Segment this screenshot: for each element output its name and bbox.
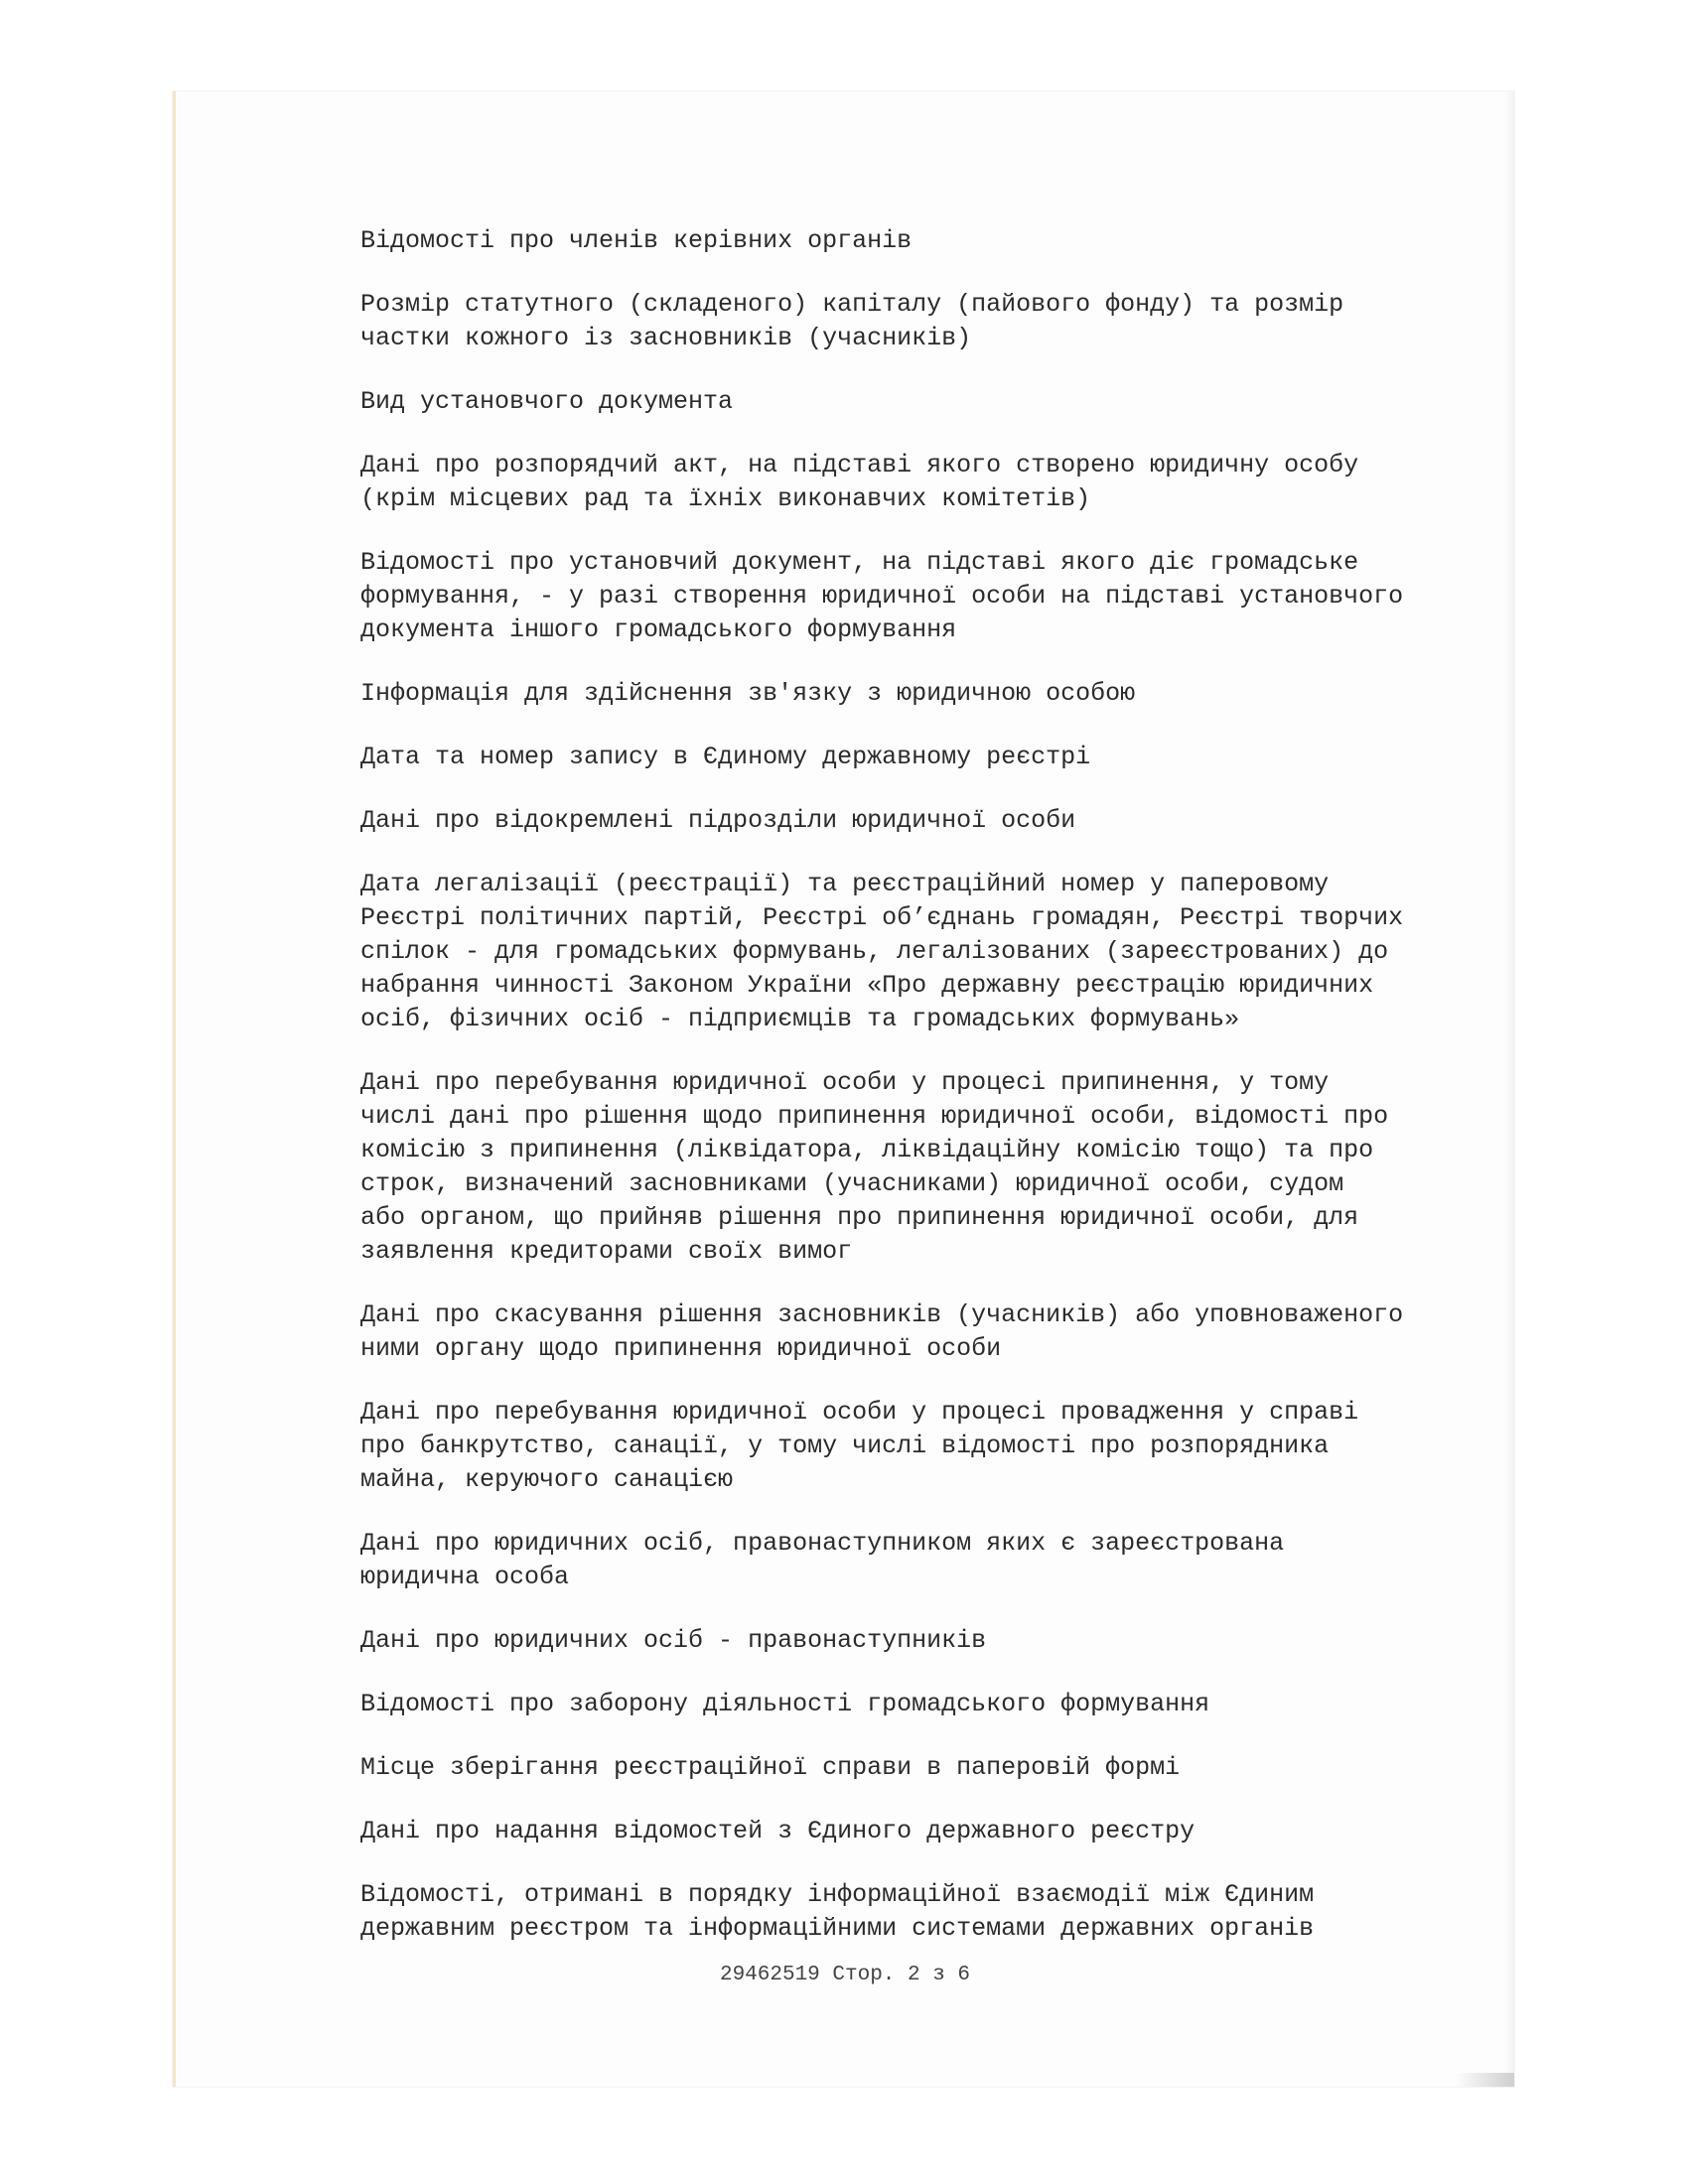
sheet-corner-shadow: [1455, 2073, 1514, 2087]
list-item: Дані про відокремлені підрозділи юридичної особи: [360, 806, 1076, 835]
sheet-edge-shadow: [1504, 91, 1514, 2087]
list-item: Місце зберігання реєстраційної справи в паперовій формі: [360, 1753, 1181, 1782]
paper-sheet: [173, 91, 1514, 2087]
list-item: Вид установчого документа: [360, 387, 734, 416]
list-item: Дата та номер запису в Єдиному державному реєстрі: [360, 743, 1091, 771]
list-item: Дані про надання відомостей з Єдиного державного реєстру: [360, 1817, 1196, 1845]
list-item: Дані про перебування юридичної особи у процесі припинення, у тому числі дані про рішення щодо припинення юридичної особи, відомості про комісію з припинення (ліквідатора, ліквідаційну комісію тощо) та про строк, визначений засновниками (учасниками) юридичної особи, судом або органом, що прийняв рішення про припинення юридичної особи, для заявлення кредиторами своїх вимог: [360, 1068, 1389, 1266]
list-item: Інформація для здійснення зв'язку з юридичною особою: [360, 679, 1136, 708]
list-item: Відомості про членів керівних органів: [360, 226, 913, 255]
list-item: Дані про розпорядчий акт, на підставі якого створено юридичну особу (крім місцевих рад та їхніх виконавчих комітетів): [360, 451, 1359, 513]
document-body: [360, 224, 1502, 1976]
list-item: Дані про перебування юридичної особи у процесі провадження у справі про банкрутство, санації, у тому числі відомості про розпорядника майна, керуючого санацією: [360, 1398, 1359, 1494]
list-item: Дані про юридичних осіб, правонаступником яких є зареєстрована юридична особа: [360, 1529, 1285, 1591]
list-item: Дані про юридичних осіб - правонаступників: [360, 1626, 987, 1655]
page-footer: 29462519 Стор. 2 з 6: [719, 1964, 971, 1986]
list-item: Дата легалізації (реєстрації) та реєстраційний номер у паперовому Реєстрі політичних партій, Реєстрі об’єднань громадян, Реєстрі творчих спілок - для громадських формувань, легалізованих (зареєстрованих) до набрання чинності Законом України «Про державну реєстрацію юридичних осіб, фізичних осіб - підприємців та громадських формувань»: [360, 870, 1404, 1033]
list-item: Розмір статутного (складеного) капіталу (пайового фонду) та розмір частки кожного із засновників (учасників): [360, 290, 1344, 352]
list-item: Дані про скасування рішення засновників (учасників) або уповноваженого ними органу щодо припинення юридичної особи: [360, 1300, 1404, 1363]
list-item: Відомості, отримані в порядку інформаційної взаємодії між Єдиним державним реєстром та інформаційними системами державних органів: [360, 1880, 1315, 1943]
list-item: Відомості про заборону діяльності громадського формування: [360, 1690, 1210, 1718]
list-item: Відомості про установчий документ, на підставі якого діє громадське формування, - у разі створення юридичної особи на підставі установчого документа іншого громадського формування: [360, 548, 1404, 644]
